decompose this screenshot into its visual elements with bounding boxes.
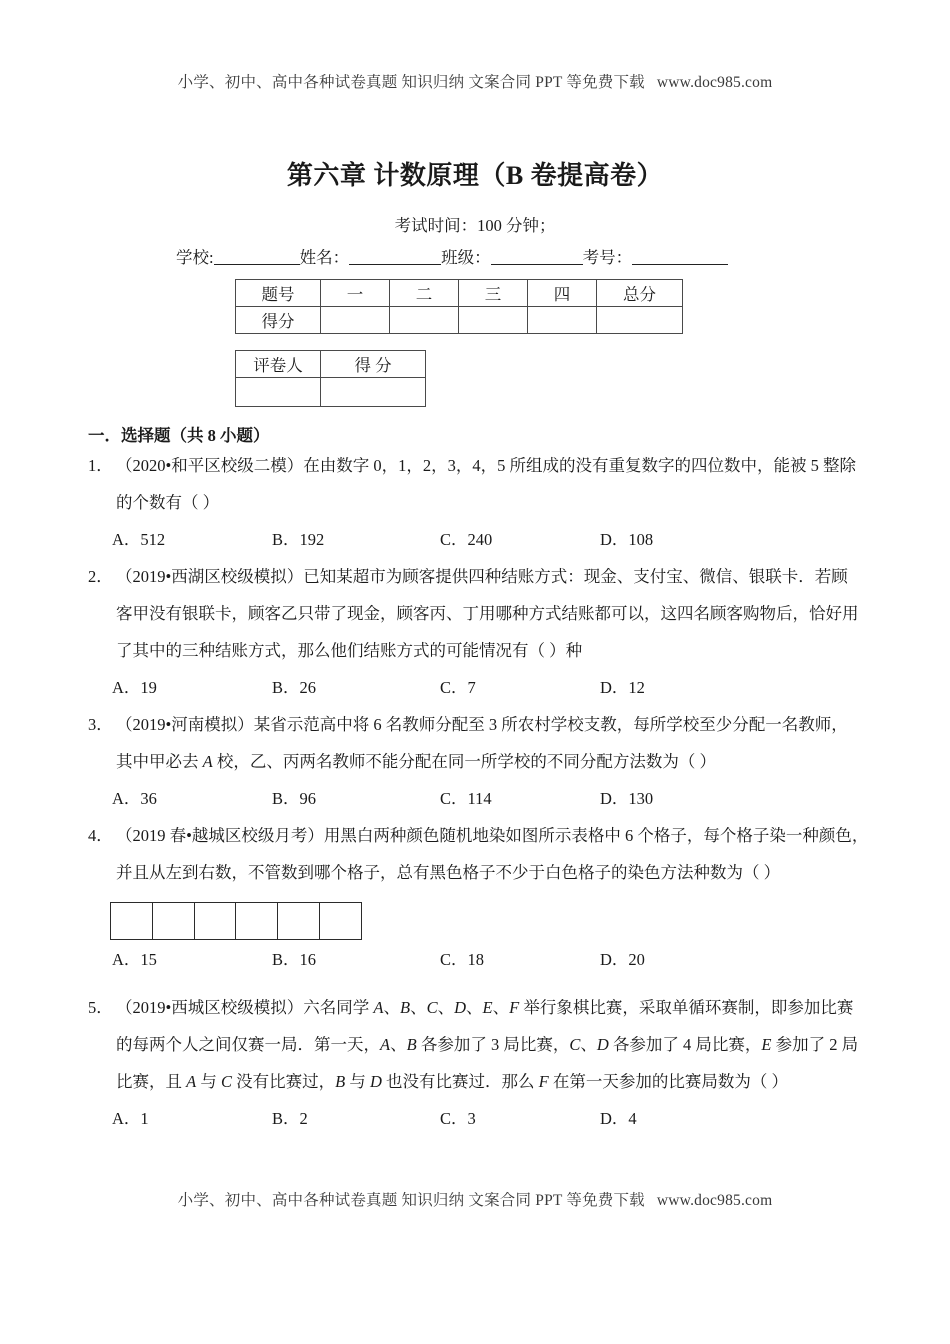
question-5-line-2 <box>88 1037 878 1074</box>
school-input[interactable] <box>214 248 300 265</box>
grid-cell-2 <box>153 903 195 939</box>
question-2-line-3 <box>88 643 878 680</box>
name-input[interactable] <box>349 248 441 265</box>
question-5-text-3: 比赛，且 A 与 C 没有比赛过，B 与 D 也没有比赛过．那么 F 在第一天参加的比赛局数为（ ） <box>116 1072 788 1091</box>
question-4-grid-figure <box>110 902 362 940</box>
question-1-option-c[interactable]: C．240 <box>440 530 493 549</box>
question-1-line-1 <box>88 458 878 495</box>
grid-cell-4 <box>236 903 278 939</box>
grid-cell-5 <box>278 903 320 939</box>
question-1-number: 1． <box>88 456 113 475</box>
exam-no-input[interactable] <box>632 248 728 265</box>
question-4-figure-wrap <box>88 902 878 952</box>
score-col-1: 一 <box>321 280 390 307</box>
score-col-4: 四 <box>528 280 597 307</box>
question-1-line-2 <box>88 495 878 532</box>
question-4-option-c[interactable]: C．18 <box>440 950 485 969</box>
question-5-option-a[interactable]: A．1 <box>112 1109 149 1128</box>
question-1-option-b[interactable]: B．192 <box>272 530 325 549</box>
question-3-option-d[interactable]: D．130 <box>600 789 654 808</box>
question-4-option-a[interactable]: A．15 <box>112 950 157 969</box>
question-5-text-1: （2019•西城区校级模拟）六名同学 A、B、C、D、E、F 举行象棋比赛，采取单循环赛制，即参加比赛 <box>116 998 854 1017</box>
question-2-line-2 <box>88 606 878 643</box>
table-row-grader-header <box>236 351 426 378</box>
score-col-total: 总分 <box>597 280 683 307</box>
score-col-3: 三 <box>459 280 528 307</box>
header-watermark <box>0 70 950 92</box>
question-3-option-c[interactable]: C．114 <box>440 789 492 808</box>
question-2 <box>88 569 878 717</box>
question-2-option-a[interactable]: A．19 <box>112 678 157 697</box>
class-label: 班级： <box>441 248 491 267</box>
question-5 <box>88 1000 878 1148</box>
name-label: 姓名： <box>299 248 350 267</box>
question-2-number: 2． <box>88 567 113 586</box>
header-watermark-text: 小学、初中、高中各种试卷真题 知识归纳 文案合同 PPT 等免费下载 <box>177 74 645 91</box>
question-4-text-2: 并且从左到右数，不管数到哪个格子，总有黑色格子不少于白色格子的染色方法种数为（ ） <box>116 863 781 882</box>
class-input[interactable] <box>491 248 583 265</box>
question-4-option-b[interactable]: B．16 <box>272 950 317 969</box>
question-4-options <box>88 952 878 989</box>
table-row-question-numbers <box>236 280 683 307</box>
grader-label: 评卷人 <box>236 351 321 378</box>
question-2-text-3: 了其中的三种结账方式，那么他们结账方式的可能情况有（ ）种 <box>116 641 583 660</box>
score-cell-2[interactable] <box>390 307 459 334</box>
score-row-label-2: 得分 <box>236 307 321 334</box>
question-2-options <box>88 680 878 717</box>
question-1-option-d[interactable]: D．108 <box>600 530 654 549</box>
question-3 <box>88 717 878 828</box>
score-summary-table <box>235 279 683 334</box>
question-3-options <box>88 791 878 828</box>
question-2-option-c[interactable]: C．7 <box>440 678 476 697</box>
question-4-line-2 <box>88 865 878 902</box>
footer-watermark-text: 小学、初中、高中各种试卷真题 知识归纳 文案合同 PPT 等免费下载 <box>177 1192 645 1209</box>
table-row-scores <box>236 307 683 334</box>
grader-value[interactable] <box>236 378 321 407</box>
question-5-text-2: 的每两个人之间仅赛一局．第一天，A、B 各参加了 3 局比赛，C、D 各参加了 4 局比赛，E 参加了 2 局 <box>116 1035 859 1054</box>
question-3-line-2 <box>88 754 878 791</box>
grid-cell-6 <box>320 903 361 939</box>
score-cell-4[interactable] <box>528 307 597 334</box>
question-5-option-b[interactable]: B．2 <box>272 1109 308 1128</box>
question-4-text-1: （2019 春•越城区校级月考）用黑白两种颜色随机地染如图所示表格中 6 个格子，每个格子染一种颜色， <box>116 826 869 845</box>
question-4 <box>88 828 878 989</box>
question-2-option-b[interactable]: B．26 <box>272 678 317 697</box>
question-5-number: 5． <box>88 998 113 1017</box>
question-1 <box>88 458 878 569</box>
exam-duration: 考试时间：100 分钟； <box>394 216 556 235</box>
question-5-options <box>88 1111 878 1148</box>
question-3-option-b[interactable]: B．96 <box>272 789 317 808</box>
question-5-option-d[interactable]: D．4 <box>600 1109 637 1128</box>
grid-cell-1 <box>111 903 153 939</box>
identity-fields <box>176 244 816 268</box>
section-heading-choice: 一．选择题（共 8 小题） <box>88 426 270 445</box>
school-label: 学校: <box>176 248 214 267</box>
question-1-option-a[interactable]: A．512 <box>112 530 166 549</box>
page-title: 第六章 计数原理（B 卷提高卷） <box>286 161 664 190</box>
question-5-line-3 <box>88 1074 878 1111</box>
score-cell-3[interactable] <box>459 307 528 334</box>
question-1-text-2: 的个数有（ ） <box>116 493 220 512</box>
footer-watermark <box>0 1188 950 1210</box>
question-3-text-1: （2019•河南模拟）某省示范高中将 6 名教师分配至 3 所农村学校支教，每所学校至少分配一名教师， <box>116 715 848 734</box>
question-3-text-2: 其中甲必去 A 校，乙、丙两名教师不能分配在同一所学校的不同分配方法数为（ ） <box>116 752 716 771</box>
score-cell-1[interactable] <box>321 307 390 334</box>
score-row-label-1: 题号 <box>236 280 321 307</box>
question-3-option-a[interactable]: A．36 <box>112 789 157 808</box>
question-3-number: 3． <box>88 715 113 734</box>
footer-watermark-url: www.doc985.com <box>656 1192 773 1209</box>
grader-table <box>235 350 426 407</box>
question-2-text-1: （2019•西湖区校级模拟）已知某超市为顾客提供四种结账方式：现金、支付宝、微信、银联卡．若顾 <box>116 567 848 586</box>
question-4-line-1 <box>88 828 878 865</box>
question-2-option-d[interactable]: D．12 <box>600 678 645 697</box>
question-4-option-d[interactable]: D．20 <box>600 950 645 969</box>
question-1-options <box>88 532 878 569</box>
table-row-grader-values <box>236 378 426 407</box>
grader-score-label: 得 分 <box>321 351 426 378</box>
grid-cell-3 <box>195 903 237 939</box>
question-4-number: 4． <box>88 826 113 845</box>
question-2-line-1 <box>88 569 878 606</box>
exam-no-label: 考号： <box>582 248 633 267</box>
question-5-option-c[interactable]: C．3 <box>440 1109 476 1128</box>
header-watermark-url: www.doc985.com <box>656 74 773 91</box>
question-1-text-1: （2020•和平区校级二模）在由数字 0，1，2，3，4，5 所组成的没有重复数字的四位数中，能被 5 整除 <box>116 456 857 475</box>
question-3-line-1 <box>88 717 878 754</box>
question-5-line-1 <box>88 1000 878 1037</box>
grader-score-value[interactable] <box>321 378 426 407</box>
question-2-text-2: 客甲没有银联卡，顾客乙只带了现金，顾客丙、丁用哪种方式结账都可以，这四名顾客购物后，恰好用 <box>116 604 859 623</box>
score-col-2: 二 <box>390 280 459 307</box>
score-cell-total[interactable] <box>597 307 683 334</box>
